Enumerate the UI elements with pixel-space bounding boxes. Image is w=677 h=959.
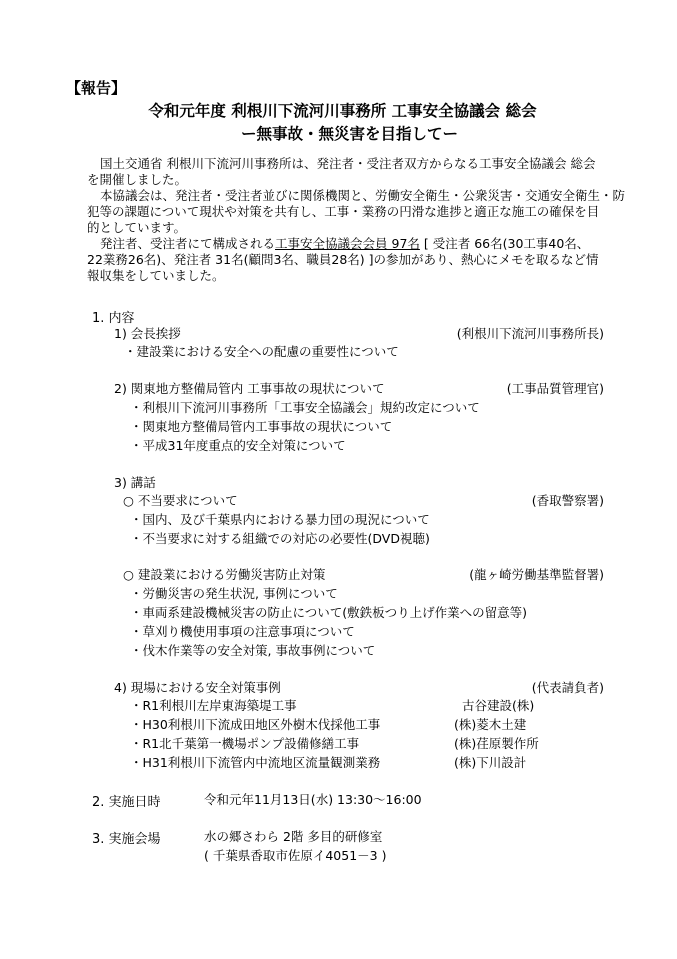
case-company: 古谷建設(株) [462, 698, 535, 713]
case-work: ・R1利根川左岸東海築堤工事 [130, 698, 297, 713]
bullet-item: ・利根川下流河川事務所「工事安全協議会」規約改定について [130, 400, 480, 415]
agenda-item-title: 1) 会長挨拶 [114, 326, 181, 341]
venue-address: ( 千葉県香取市佐原イ4051－3 ) [204, 848, 387, 863]
agenda-item-title: 2) 関東地方整備局管内 工事事故の現状について [114, 381, 385, 396]
talk-speaker: (香取警察署) [531, 493, 604, 508]
bullet-item: ・労働災害の発生状況, 事例について [130, 586, 338, 601]
intro-line [100, 236, 589, 252]
bullet-item: ・平成31年度重点的安全対策について [130, 438, 346, 453]
section-heading: 1. 内容 [92, 311, 135, 326]
bullet-item: ・車両系建設機械災害の防止について(敷鉄板つり上げ作業への留意等) [130, 605, 528, 620]
intro-line: 犯等の課題について現状や対策を共有し、工事・業務の円滑な進捗と適正な施工の確保を目 [87, 204, 600, 219]
intro-line: 本協議会は、発注者・受注者並びに関係機関と、労働安全衛生・公衆災害・交通安全衛生・防 [100, 188, 626, 203]
bullet-item: ・国内、及び千葉県内における暴力団の現況について [130, 512, 430, 527]
agenda-item-title: 3) 講話 [114, 475, 156, 490]
agenda-item-speaker: (代表請負者) [531, 680, 604, 695]
bullet-item: ・不当要求に対する組織での対応の必要性(DVD視聴) [130, 531, 430, 546]
agenda-item-speaker: (工事品質管理官) [506, 381, 604, 396]
intro-line: を開催しました。 [87, 172, 188, 187]
case-company: (株)荏原製作所 [454, 736, 539, 751]
talk-title: ○ 建設業における労働災害防止対策 [123, 567, 326, 582]
case-company: (株)下川設計 [454, 755, 527, 770]
agenda-item-speaker: (利根川下流河川事務所長) [456, 326, 604, 341]
member-count: 工事安全協議会会員 97名 [275, 236, 420, 251]
case-work: ・R1北千葉第一機場ポンプ設備修繕工事 [130, 736, 360, 751]
event-datetime: 令和元年11月13日(水) 13:30～16:00 [204, 792, 422, 807]
section-heading: 3. 実施会場 [92, 832, 161, 847]
talk-speaker: (龍ヶ崎労働基準監督署) [469, 567, 604, 582]
intro-text: 発注者、受注者にて構成される [100, 236, 276, 251]
intro-line: 的としています。 [87, 220, 187, 235]
page-title: 令和元年度 利根川下流河川事務所 工事安全協議会 総会 [148, 102, 537, 120]
intro-line: 国土交通省 利根川下流河川事務所は、発注者・受注者双方からなる工事安全協議会 総会 [100, 156, 596, 171]
bullet-item: ・草刈り機使用事項の注意事項について [130, 624, 355, 639]
bullet-item: ・建設業における安全への配慮の重要性について [124, 344, 399, 359]
intro-line: 報収集をしていました。 [87, 268, 225, 283]
page-subtitle: ー無事故・無災害を目指してー [240, 125, 458, 143]
section-heading: 2. 実施日時 [92, 795, 161, 810]
bullet-item: ・伐木作業等の安全対策, 事故事例について [130, 643, 376, 658]
intro-text: [ 受注者 66名(30工事40名、 [423, 236, 590, 251]
case-work: ・H30利根川下流成田地区外樹木伐採他工事 [130, 717, 381, 732]
intro-line: 22業務26名)、発注者 31名(顧問3名、職員28名) ]の参加があり、熱心にメモを取るなど情 [87, 252, 599, 267]
bullet-item: ・関東地方整備局管内工事事故の現状について [130, 419, 393, 434]
venue-name: 水の郷さわら 2階 多目的研修室 [204, 829, 383, 844]
case-work: ・H31利根川下流管内中流地区流量観測業務 [130, 755, 381, 770]
report-tag: 【報告】 [66, 79, 127, 97]
case-company: (株)菱木土建 [454, 717, 527, 732]
agenda-item-title: 4) 現場における安全対策事例 [114, 680, 281, 695]
talk-title: ○ 不当要求について [123, 493, 238, 508]
